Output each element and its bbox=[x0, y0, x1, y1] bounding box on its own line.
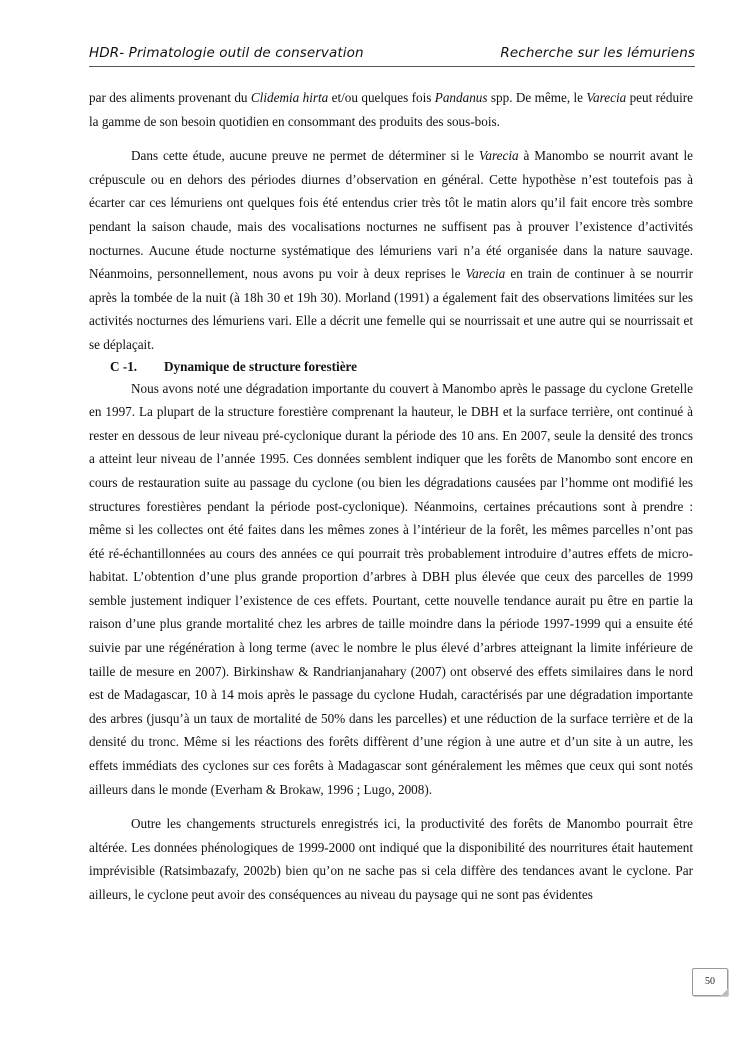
paragraph-4: Outre les changements structurels enregistrés ici, la productivité des forêts de Manombo pourrait être altérée. Les données phénologiques de 1999-2000 ont indiqué que la disponibilité des nourritures était hautement imprévisible (Ratsimbazafy, 2002b) bien qu’on ne sache pas si cela diffère des tendances avant le cyclone. Par ailleurs, le cyclone peut avoir des conséquences au niveau du paysage qui ne sont pas évidentes bbox=[89, 816, 693, 902]
genus-name-varecia: Varecia bbox=[478, 148, 519, 164]
header-title-right: Recherche sur les lémuriens bbox=[500, 45, 695, 61]
page-header bbox=[89, 40, 695, 67]
paragraph-1-text-3: spp. De même, le bbox=[487, 90, 587, 105]
paragraph-1-text-2: et/ou quelques fois bbox=[328, 90, 435, 105]
header-title-left: HDR- Primatologie outil de conservation bbox=[89, 45, 364, 61]
paragraph-2-text-1: Dans cette étude, aucune preuve ne permet de déterminer si le bbox=[131, 148, 479, 164]
section-number: C -1. bbox=[110, 358, 138, 374]
genus-name-varecia: Varecia bbox=[586, 90, 627, 105]
paragraph-1 bbox=[89, 86, 693, 133]
paragraph-1-text-4: peut réduire la gamme de son besoin quotidien en consommant des produits des sous-bois. bbox=[89, 90, 693, 129]
paragraph-3: Nous avons noté une dégradation importante du couvert à Manombo après le passage du cyclone Gretelle en 1997. La plupart de la structure forestière comprenant la hauteur, le DBH et la surface terrière, ont continué à rester en dessous de leur niveau pré-cyclonique durant la période des 10 ans. En 2007, seule la densité des troncs a atteint leur niveau de l’année 1995. Ces données semblent indiquer que les forêts de Manombo sont encore en cours de restauration suite au passage du cyclone (ou bien les dégradations causées par l’homme ont modifié les structures forestières pendant la période post-cyclonique). Néanmoins, certaines précautions sont à prendre : même si les collectes ont été faites dans les mêmes zones à l’intérieur de la forêt, les mêmes parcelles n’ont pas été ré-échantillonnées au cours des années ce qui pourrait très probablement introduire d’autres effets de micro-habitat. L’obtention d’une plus grande proportion d’arbres à DBH plus élevée que ceux des parcelles de 1999 semble justement indiquer l’existence de ces effets. Pourtant, cette nouvelle tendance aurait pu être en partie la raison d’une plus grande mortalité chez les arbres de taille moindre dans la période 1997-1999 qui a ensuite été suivie par une régénération à long terme (avec le nombre le plus élevé d’arbres atteignant la limite inférieure de taille de mesure en 2007). Birkinshaw & Randrianjanahary (2007) ont observé des effets similaires dans le nord est de Madagascar, 10 à 14 mois après le passage du cyclone Hudah, caractérisés par une dégradation importante des arbres (jusqu’à un taux de mortalité de 50% dans les parcelles) et une réduction de la surface terrière et de la densité du tronc. Même si les réactions des forêts diffèrent d’une région à une autre et d’un site à un autre, les effets immédiats des cyclones sur ces forêts à Madagascar sont généralement les mêmes que ceux qui sont notés ailleurs dans le monde (Everham & Brokaw, 1996 ; Lugo, 2008). bbox=[89, 380, 693, 797]
page-body bbox=[89, 86, 693, 907]
paragraph-1-text-1: par des aliments provenant du bbox=[89, 90, 251, 105]
paragraph-2 bbox=[89, 144, 693, 356]
paragraph-2-text-2: à Manombo se nourrit avant le crépuscule ou en dehors des périodes diurnes d’observation en général. Cette hypothèse n’est toutefois pas à écarter car ces lémuriens ont quelques fois été entendus crier très tôt le matin alors qu’il fait encore très sombre pendant la saison chaude, mais des vocalisations nocturnes ne suffisent pas à prouver l’existence d’activités nocturnes. Aucune étude nocturne systématique des lémuriens vari n’a été organisée dans la nature sauvage. Néanmoins, personnellement, nous avons pu voir à deux reprises le bbox=[89, 148, 693, 282]
genus-name-pandanus: Pandanus bbox=[434, 90, 488, 105]
species-name-clidemia: Clidemia hirta bbox=[250, 90, 329, 105]
genus-name-varecia: Varecia bbox=[465, 266, 506, 282]
page-number: 50 bbox=[692, 968, 728, 996]
paragraph-2-text-3: en train de continuer à se nourrir après la tombée de la nuit (à 18h 30 et 19h 30). Morland (1991) a également fait des observations limitées sur les activités nocturnes des lémuriens vari. Elle a décrit une femelle qui se nourrissait et une autre qui se nourrissait et se déplaçait. bbox=[89, 266, 693, 352]
section-heading bbox=[89, 357, 693, 377]
section-title: Dynamique de structure forestière bbox=[164, 358, 358, 374]
